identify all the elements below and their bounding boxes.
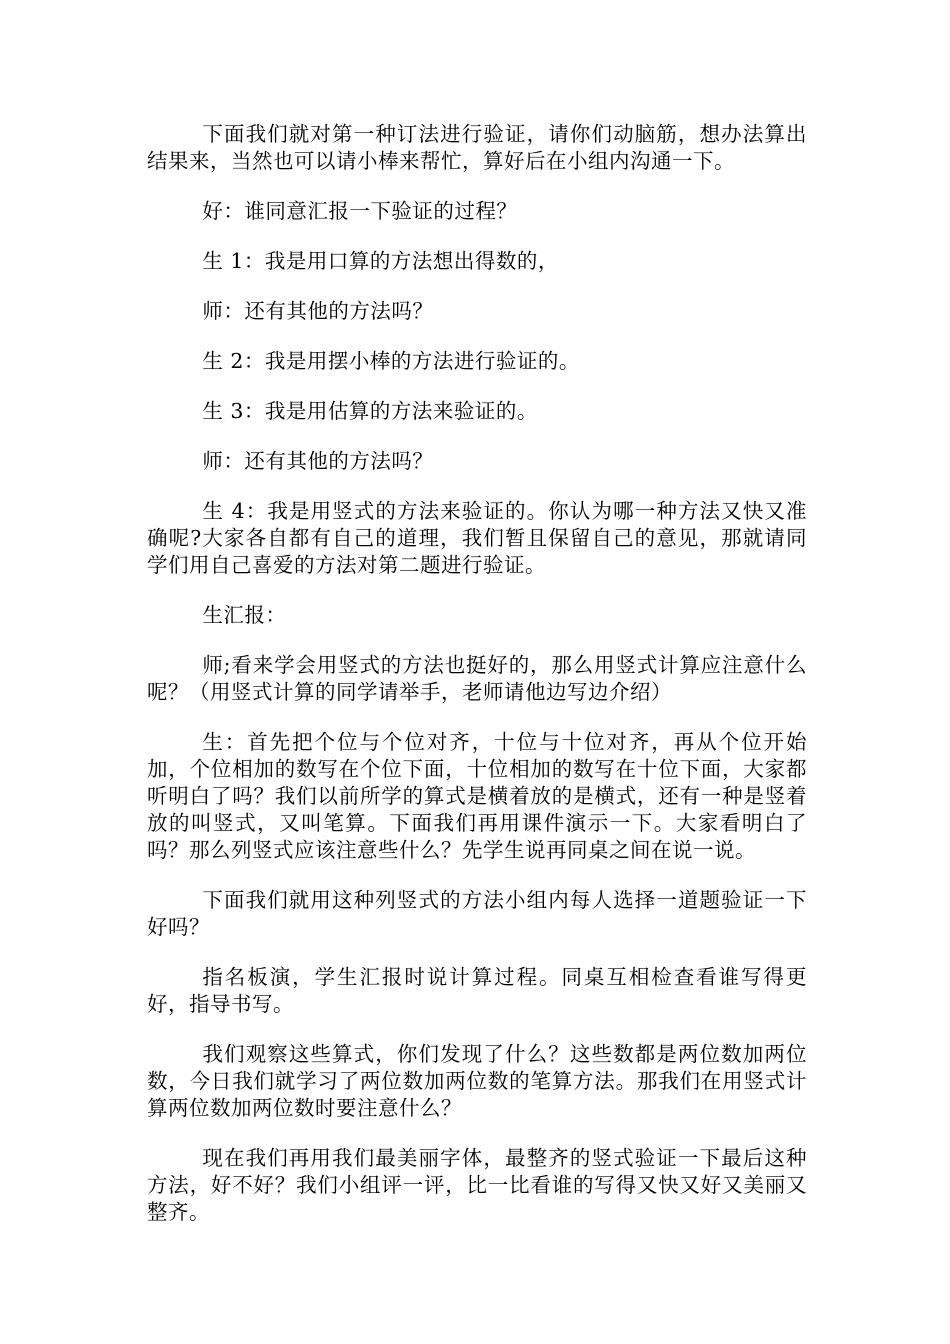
paragraph-10: 师;看来学会用竖式的方法也挺好的，那么用竖式计算应注意什么呢？（用竖式计算的同学请举手，老师请他边写边介绍）	[147, 653, 807, 704]
paragraph-8: 生 4：我是用竖式的方法来验证的。你认为哪一种方法又快又准确呢?大家各自都有自己的道理，我们暂且保留自己的意见，那就请同学们用自己喜爱的方法对第二题进行验证。	[147, 499, 807, 577]
paragraph-13: 指名板演，学生汇报时说计算过程。同桌互相检查看谁写得更好，指导书写。	[147, 965, 807, 1016]
paragraph-2: 好：谁同意汇报一下验证的过程？	[202, 199, 518, 223]
paragraph-7: 师：还有其他的方法吗？	[202, 449, 434, 473]
paragraph-5: 生 2：我是用摆小棒的方法进行验证的。	[202, 349, 580, 373]
paragraph-12: 下面我们就用这种列竖式的方法小组内每人选择一道题验证一下好吗？	[147, 888, 807, 939]
paragraph-6: 生 3：我是用估算的方法来验证的。	[202, 399, 538, 423]
paragraph-14: 我们观察这些算式，你们发现了什么？这些数都是两位数加两位数，今日我们就学习了两位数加两位数的笔算方法。那我们在用竖式计算两位数加两位数时要注意什么？	[147, 1042, 807, 1120]
paragraph-4: 师：还有其他的方法吗？	[202, 299, 434, 323]
paragraph-11: 生：首先把个位与个位对齐，十位与十位对齐，再从个位开始加，个位相加的数写在个位下面，十位相加的数写在十位下面，大家都听明白了吗？我们以前所学的算式是横着放的是横式，还有一种是竖着放的叫竖式，又叫笔算。下面我们再用课件演示一下。大家看明白了吗？那么列竖式应该注意些什么？先学生说再同桌之间在说一说。	[147, 730, 807, 862]
paragraph-1: 下面我们就对第一种订法进行验证，请你们动脑筋，想办法算出结果来，当然也可以请小棒来帮忙，算好后在小组内沟通一下。	[147, 122, 807, 173]
document-page	[147, 121, 807, 1249]
paragraph-9: 生汇报：	[202, 603, 287, 627]
paragraph-3: 生 1：我是用口算的方法想出得数的，	[202, 249, 559, 273]
paragraph-15: 现在我们再用我们最美丽字体，最整齐的竖式验证一下最后这种方法，好不好？我们小组评一评，比一比看谁的写得又快又好又美丽又整齐。	[147, 1146, 807, 1224]
